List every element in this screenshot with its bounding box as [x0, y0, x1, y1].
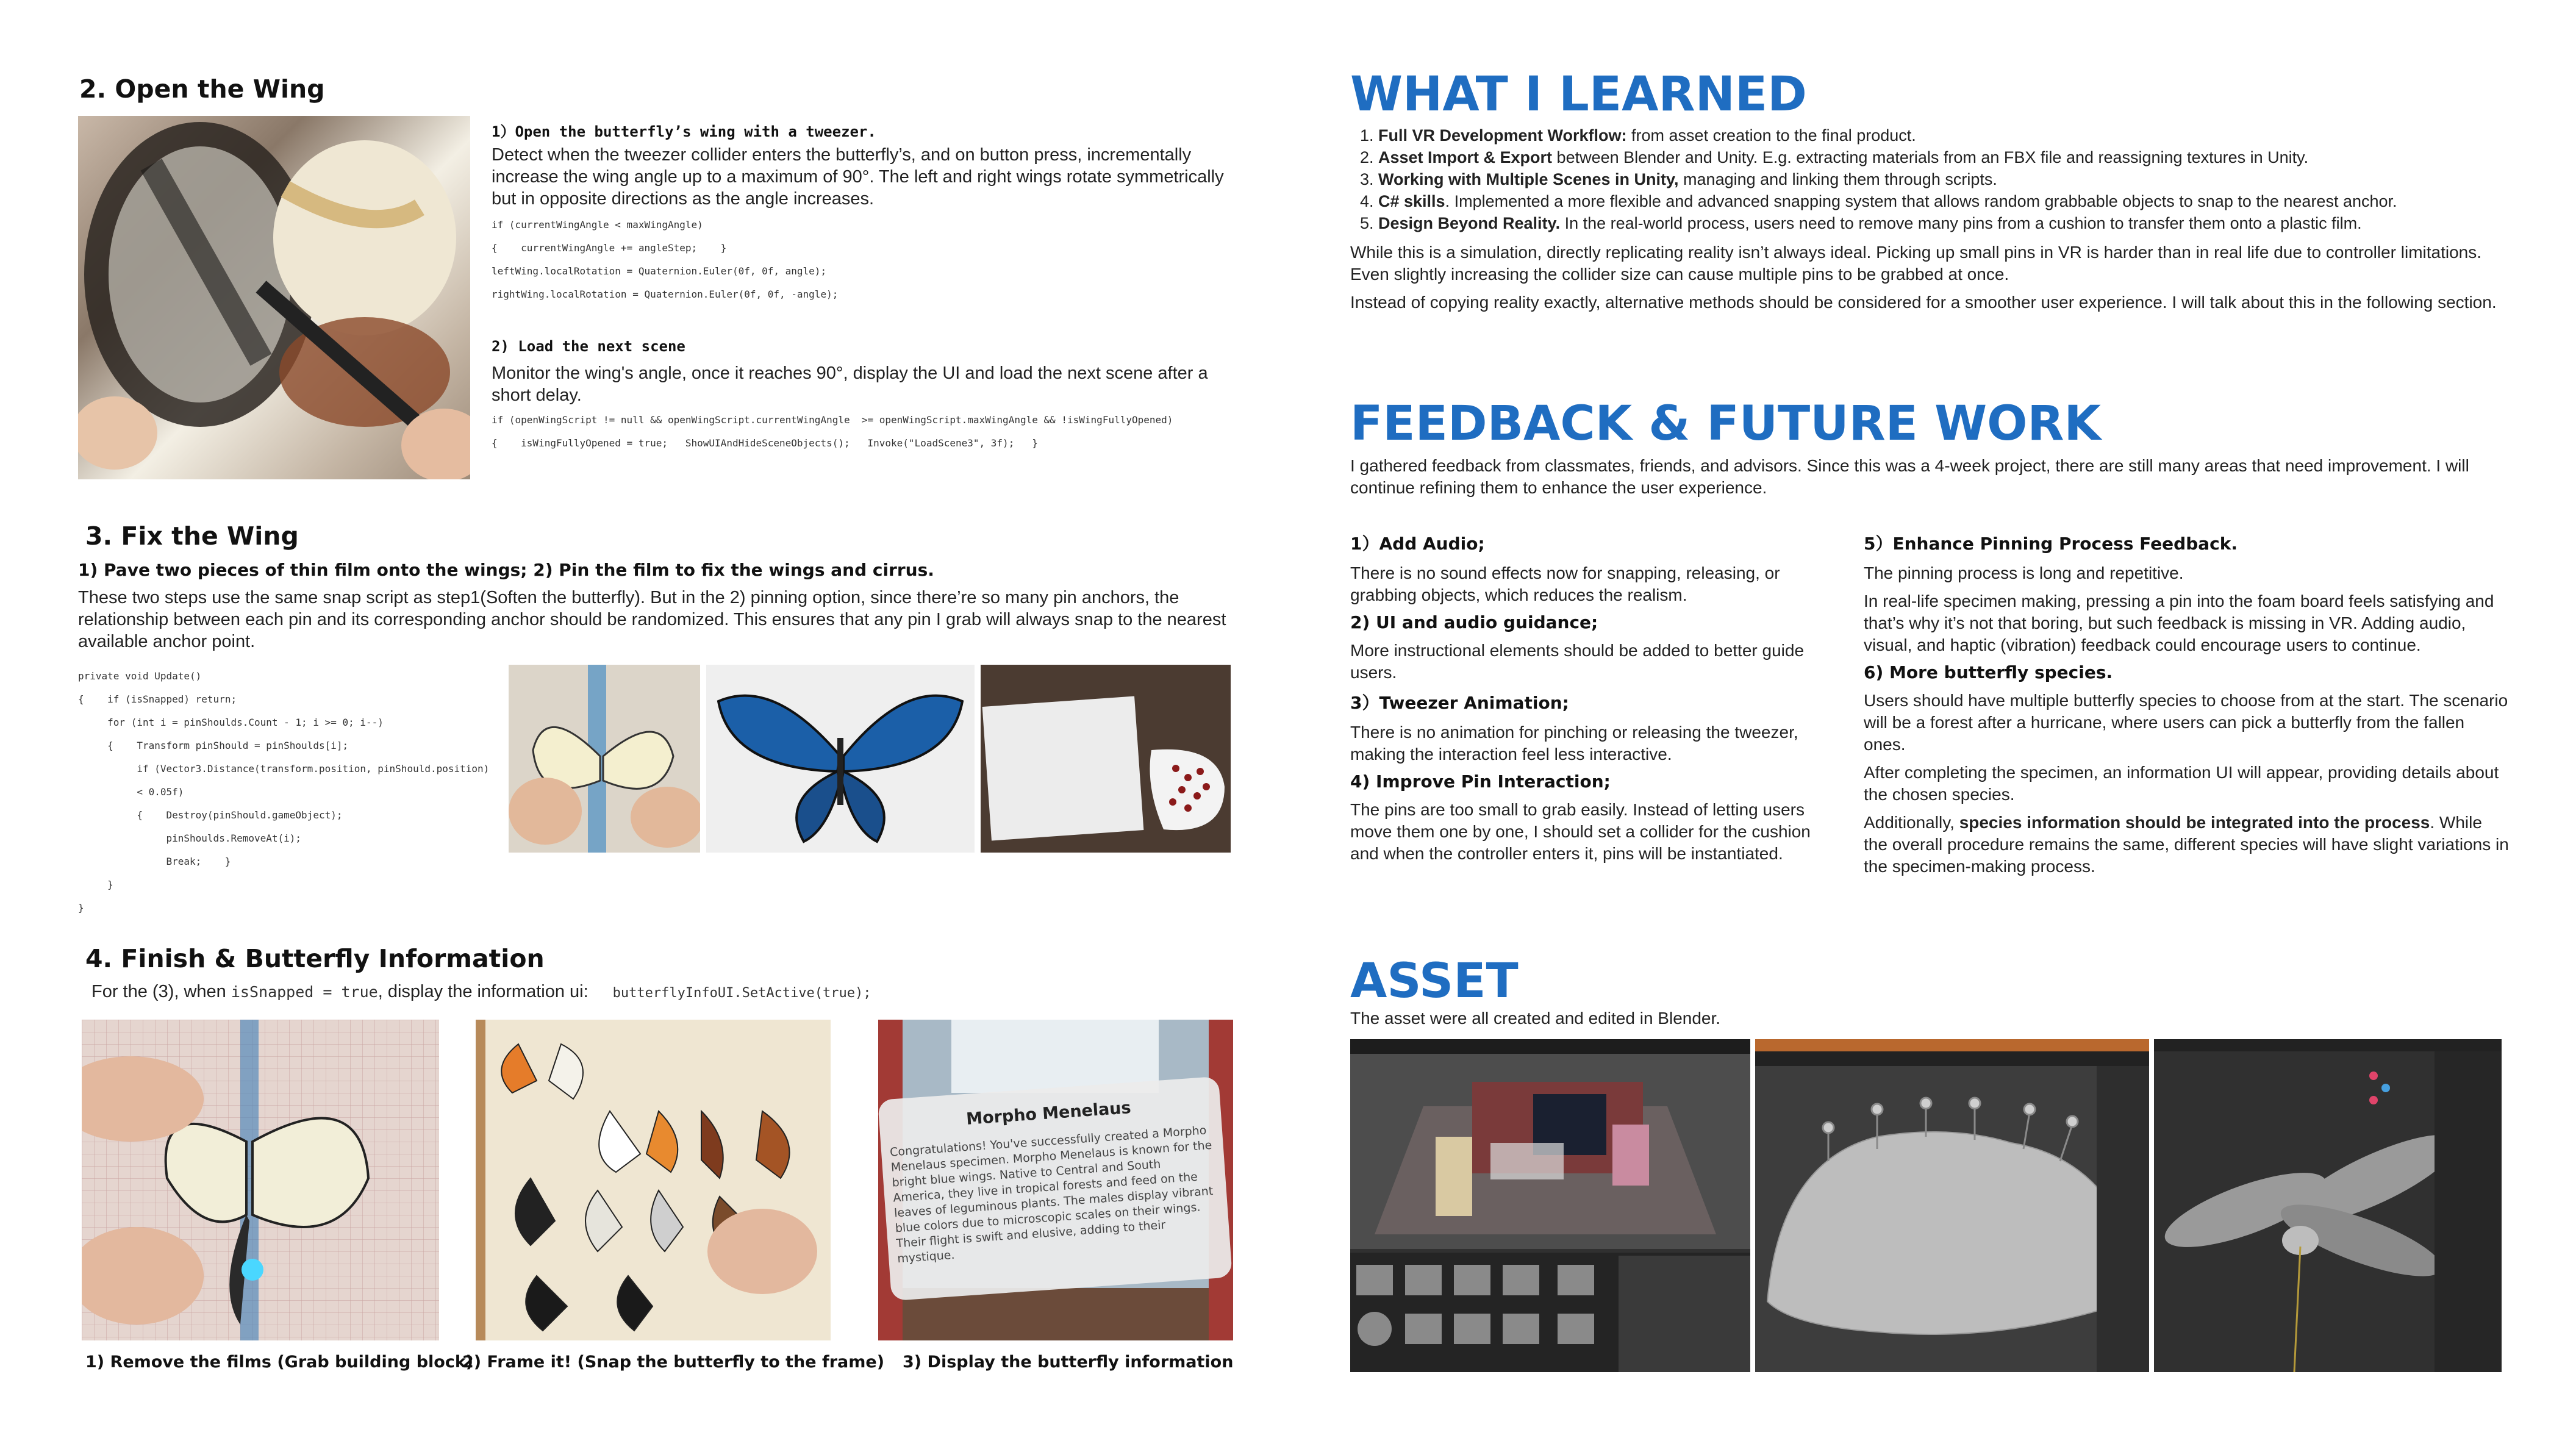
fix-wing-text: These two steps use the same snap script as step1(Soften the butterfly). But in the 2) pinning option, since there’re so many pin anchors, the relationship between each pin and its corresponding anchor should be randomized. This ensures that any pin I grab will always snap to the nearest available anchor point.: [78, 588, 1226, 651]
photo-pinning-butterfly: [509, 665, 700, 853]
code-line: leftWing.localRotation = Quaternion.Euler(0f, 0f, angle);: [492, 265, 827, 277]
code-line: }: [78, 879, 113, 890]
step1-code-block: [492, 213, 1223, 306]
list-item-bold: Working with Multiple Scenes in Unity,: [1378, 170, 1679, 188]
code-line: for (int i = pinShoulds.Count - 1; i >= 0; i--): [78, 717, 384, 728]
learned-paragraph-1: While this is a simulation, directly replicating reality isn’t always ideal. Picking up small pins in VR is harder than in real life due to controller limitations. Even slightly increasing the collider size can cause multiple pins to be grabbed at once.: [1350, 243, 2482, 284]
code-line: { isWingFullyOpened = true; ShowUIAndHideSceneObjects(); Invoke("LoadScene3", 3f); }: [492, 437, 1038, 449]
feedback-text: In real-life specimen making, pressing a pin into the foam board feels satisfying and that’s why it’s not that boring, but such feedback is missing in VR. Adding audio, visual, and haptic (vibration) feedback could encourage users to continue.: [1864, 592, 2494, 654]
list-item-text: between Blender and Unity. E.g. extracting materials from an FBX file and reassigning textures in Unity.: [1552, 148, 2309, 166]
code-line: { currentWingAngle += angleStep; }: [492, 242, 727, 254]
render-pin-cushion-film: [981, 665, 1231, 853]
info-panel: [878, 1076, 1233, 1301]
list-item-bold: Asset Import & Export: [1378, 148, 1553, 166]
list-item: [1378, 190, 2549, 212]
section-title-what-i-learned: WHAT I LEARNED: [1350, 67, 1807, 122]
section-title-open-wing: 2. Open the Wing: [79, 74, 325, 104]
feedback-text: After completing the specimen, an information UI will appear, providing details about the chosen species.: [1864, 763, 2499, 804]
list-item: [1378, 146, 2549, 168]
feedback-text-bold: species information should be integrated into the process: [1959, 813, 2430, 832]
list-item: [1378, 212, 2549, 234]
fix-wing-code-block: [78, 665, 505, 920]
photo-remove-films: [82, 1020, 439, 1340]
list-item: [1378, 168, 2549, 190]
finish-text-prefix: For the (3), when: [91, 982, 231, 1001]
code-line: < 0.05f): [78, 786, 184, 798]
step2-text: Monitor the wing's angle, once it reaches 90°, display the UI and load the next scene after a short delay.: [492, 363, 1208, 405]
photo-tweezer-opening-wing: [78, 116, 470, 479]
feedback-column-2: [1864, 531, 2510, 878]
list-item-text: managing and linking them through scripts.: [1678, 170, 1997, 188]
feedback-heading: 3）Tweezer Animation;: [1350, 693, 1569, 713]
list-item-text: In the real-world process, users need to remove many pins from a cushion to transfer them onto a plastic film.: [1560, 214, 2362, 232]
code-line: }: [78, 902, 84, 914]
photo-frame-butterflies: [476, 1020, 831, 1340]
step1-text: Detect when the tweezer collider enters the butterfly’s, and on button press, incrementally increase the wing angle up to a maximum of 90°. The left and right wings rotate symmetrically but in opposite directions as the angle increases.: [492, 145, 1224, 209]
feedback-text-post: . While the overall procedure remains the same, different species will have slight variations in the specimen-making process.: [1864, 813, 2509, 876]
feedback-column-1: [1350, 531, 1832, 865]
info-panel-title: Morpho Menelaus: [965, 1098, 1132, 1129]
code-line: Break; }: [78, 856, 231, 867]
feedback-heading: 5）Enhance Pinning Process Feedback.: [1864, 534, 2238, 554]
feedback-text: More instructional elements should be added to better guide users.: [1350, 641, 1805, 682]
screenshot-blender-dragonfly: [2154, 1039, 2502, 1372]
feedback-text: The pinning process is long and repetitive.: [1864, 564, 2184, 582]
finish-text-suffix: , display the information ui:: [377, 982, 589, 1001]
feedback-heading: 6) More butterfly species.: [1864, 662, 2113, 682]
step2-heading: 2) Load the next scene: [492, 338, 685, 355]
step2-code-block: [492, 409, 1242, 455]
code-line: { if (isSnapped) return;: [78, 693, 237, 705]
feedback-text: The pins are too small to grab easily. Instead of letting users move them one by one, I should set a collider for the cushion and when the controller enters it, pins will be instantiated.: [1350, 800, 1811, 863]
feedback-text: There is no animation for pinching or releasing the tweezer, making the interaction feel less interactive.: [1350, 723, 1798, 764]
render-blue-butterfly-pins: [706, 665, 975, 853]
feedback-intro: I gathered feedback from classmates, friends, and advisors. Since this was a 4-week project, there are still many areas that need improvement. I will continue refining them to enhance the user experience.: [1350, 456, 2469, 497]
list-item-bold: Full VR Development Workflow:: [1378, 126, 1627, 145]
code-line: if (Vector3.Distance(transform.position, pinShould.position): [78, 763, 490, 775]
info-panel-body: Congratulations! You've successfully created a Morpho Menelaus specimen. Morpho Menelaus is known for the bright blue wings. Native to Central and South America, they live in tropical forests and feed on the leaves of leguminous plants. The males display vibrant blue colors due to microscopic scales on their wings. Their flight is swift and elusive, adding to their mystique.: [889, 1123, 1214, 1266]
feedback-text: Users should have multiple butterfly species to choose from at the start. The scenario will be a forest after a hurricane, where users can pick a butterfly from the fallen ones.: [1864, 691, 2508, 754]
list-item-text: from asset creation to the final product.: [1626, 126, 1916, 145]
code-line: if (currentWingAngle < maxWingAngle): [492, 219, 703, 231]
section-title-fix-wing: 3. Fix the Wing: [85, 521, 299, 551]
feedback-text-pre: Additionally,: [1864, 813, 1959, 832]
section-title-finish: 4. Finish & Butterfly Information: [85, 944, 545, 973]
feedback-text: [1864, 812, 2510, 878]
section-title-feedback: FEEDBACK & FUTURE WORK: [1350, 396, 2101, 451]
feedback-text: There is no sound effects now for snapping, releasing, or grabbing objects, which reduces the realism.: [1350, 564, 1780, 604]
feedback-heading: 1）Add Audio;: [1350, 534, 1485, 554]
finish-text-line: [91, 982, 871, 1002]
screenshot-blender-cushion: [1755, 1039, 2149, 1372]
fix-wing-subheading: 1) Pave two pieces of thin film onto the wings; 2) Pin the film to fix the wings and cirrus.: [78, 560, 934, 580]
caption-remove-films: 1) Remove the films (Grab building block): [85, 1353, 474, 1372]
feedback-heading: 2) UI and audio guidance;: [1350, 612, 1598, 632]
list-item-text: . Implemented a more flexible and advanced snapping system that allows random grabbable objects to snap to the nearest anchor.: [1445, 192, 2397, 210]
inline-code-setactive: butterflyInfoUI.SetActive(true);: [612, 986, 871, 1001]
code-line: pinShoulds.RemoveAt(i);: [78, 832, 302, 844]
code-line: rightWing.localRotation = Quaternion.Euler(0f, 0f, -angle);: [492, 288, 839, 300]
section-title-asset: ASSET: [1350, 954, 1519, 1009]
caption-display-info: 3) Display the butterfly information: [903, 1353, 1234, 1372]
learned-list: [1350, 124, 2549, 234]
feedback-heading: 4) Improve Pin Interaction;: [1350, 771, 1611, 792]
code-line: { Destroy(pinShould.gameObject);: [78, 809, 343, 821]
list-item: [1378, 124, 2549, 146]
screenshot-blender-room: [1350, 1039, 1750, 1372]
render-info-ui-scene: [878, 1020, 1233, 1340]
code-line: { Transform pinShould = pinShoulds[i];: [78, 740, 349, 751]
learned-paragraph-2: Instead of copying reality exactly, alternative methods should be considered for a smoother user experience. I will talk about this in the following section.: [1350, 293, 2497, 312]
step1-heading: 1）Open the butterfly’s wing with a tweezer.: [492, 123, 876, 140]
list-item-bold: Design Beyond Reality.: [1378, 214, 1561, 232]
code-line: if (openWingScript != null && openWingScript.currentWingAngle >= openWingScript.maxWingAngle && !isWingFullyOpened): [492, 414, 1173, 426]
caption-frame-it: 2) Frame it! (Snap the butterfly to the frame): [462, 1353, 885, 1372]
code-line: private void Update(): [78, 670, 202, 682]
asset-text: The asset were all created and edited in Blender.: [1350, 1009, 1721, 1028]
list-item-bold: C# skills: [1378, 192, 1445, 210]
inline-code-issnapped: isSnapped = true: [231, 983, 378, 1001]
